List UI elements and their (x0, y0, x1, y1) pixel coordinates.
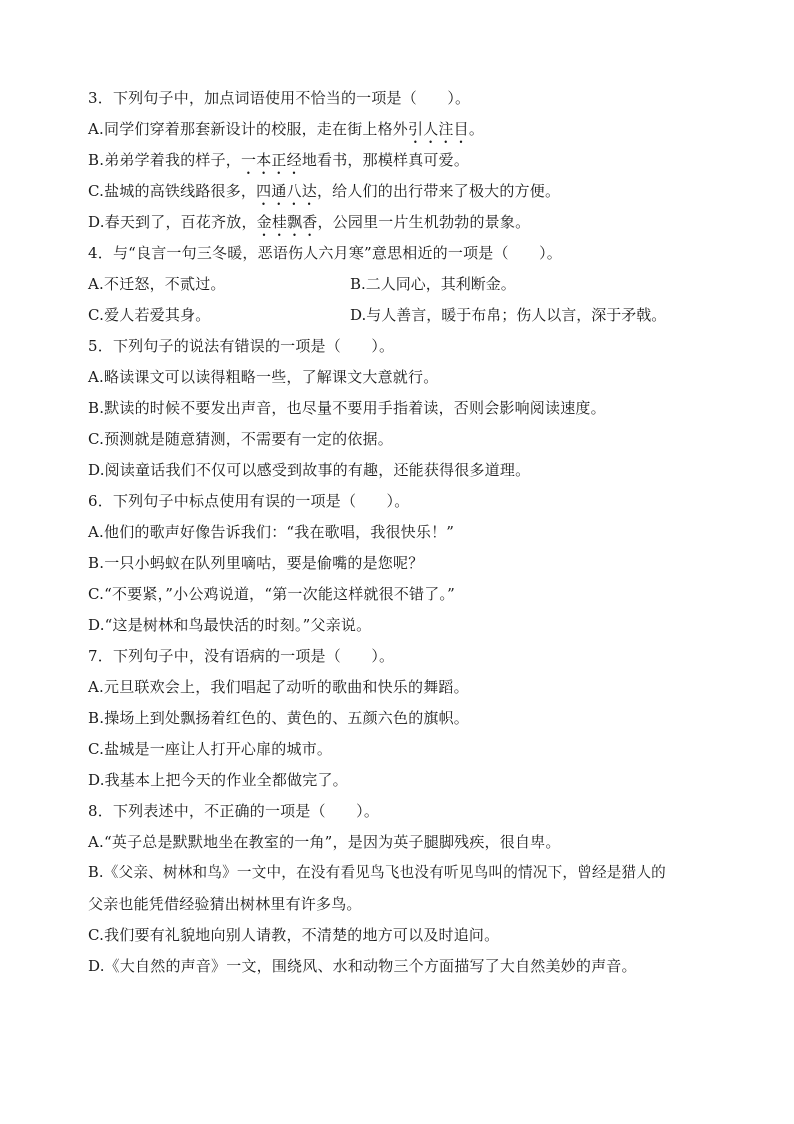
q8-option-a: A.“英子总是默默地坐在教室的一角”，是因为英子腿脚残疾，很自卑。 (88, 833, 561, 851)
dotted-word: 一本正经 (241, 151, 302, 169)
q7-option-c: C.盐城是一座让人打开心扉的城市。 (88, 740, 333, 758)
q5-option-b: B.默读的时候不要发出声音，也尽量不要用手指着读，否则会影响阅读速度。 (88, 399, 606, 417)
q8-option-b-line2: 父亲也能凭借经验猜出树林里有许多鸟。 (88, 895, 362, 913)
dotted-word: 引人注目 (408, 120, 469, 138)
q6-option-b: B.一只小蚂蚁在队列里嘀咕，要是偷嘴的是您呢？ (88, 554, 424, 572)
q6-option-c: C.“不要紧，”小公鸡说道，“第一次能这样就很不错了。” (88, 585, 455, 603)
q4-option-c: C.爱人若爱其身。 (88, 306, 211, 324)
dotted-word: 四通八达 (256, 182, 317, 200)
q7-option-d: D.我基本上把今天的作业全都做完了。 (88, 771, 348, 789)
q7-option-a: A.元旦联欢会上，我们唱起了动听的歌曲和快乐的舞蹈。 (88, 678, 469, 696)
q7-option-b: B.操场上到处飘扬着红色的、黄色的、五颜六色的旗帜。 (88, 709, 469, 727)
q6-option-d: D.“这是树林和鸟最快活的时刻。”父亲说。 (88, 616, 372, 634)
q5-option-a: A.略读课文可以读得粗略一些，了解课文大意就行。 (88, 368, 439, 386)
q3-option-a: A.同学们穿着那套新设计的校服，走在街上格外引人注目。 (88, 120, 485, 138)
q5-option-d: D.阅读童话我们不仅可以感受到故事的有趣，还能获得很多道理。 (88, 461, 531, 479)
q4-option-d: D.与人善言，暖于布帛；伤人以言，深于矛戟。 (350, 306, 667, 324)
q6-stem: 6．下列句子中标点使用有误的一项是（ ）。 (88, 492, 410, 510)
q5-stem: 5．下列句子的说法有错误的一项是（ ）。 (88, 337, 395, 355)
q8-option-d: D.《大自然的声音》一文，围绕风、水和动物三个方面描写了大自然美妙的声音。 (88, 957, 637, 975)
q8-option-b-line1: B.《父亲、树林和鸟》一文中，在没有看见鸟飞也没有听见鸟叫的情况下，曾经是猎人的 (88, 864, 666, 881)
dotted-word: 金桂飘香 (256, 213, 318, 231)
q6-option-a: A.他们的歌声好像告诉我们：“我在歌唱，我很快乐！” (88, 523, 455, 541)
q4-stem: 4．与“良言一句三冬暖，恶语伤人六月寒”意思相近的一项是（ ）。 (88, 244, 562, 262)
q8-stem: 8．下列表述中，不正确的一项是（ ）。 (88, 802, 380, 820)
q3-option-c: C.盐城的高铁线路很多，四通八达，给人们的出行带来了极大的方便。 (88, 182, 561, 200)
q5-option-c: C.预测就是随意猜测，不需要有一定的依据。 (88, 430, 393, 448)
q3-stem: 3．下列句子中，加点词语使用不恰当的一项是（ ）。 (88, 89, 471, 107)
q4-option-b: B.二人同心，其利断金。 (350, 275, 516, 293)
q3-option-b: B.弟弟学着我的样子，一本正经地看书，那模样真可爱。 (88, 151, 470, 169)
q4-option-a: A.不迁怒，不贰过。 (88, 275, 226, 293)
q3-option-d: D.春天到了，百花齐放，金桂飘香，公园里一片生机勃勃的景象。 (88, 213, 531, 231)
q8-option-c: C.我们要有礼貌地向别人请教，不清楚的地方可以及时追问。 (88, 926, 500, 944)
q7-stem: 7．下列句子中，没有语病的一项是（ ）。 (88, 647, 395, 665)
